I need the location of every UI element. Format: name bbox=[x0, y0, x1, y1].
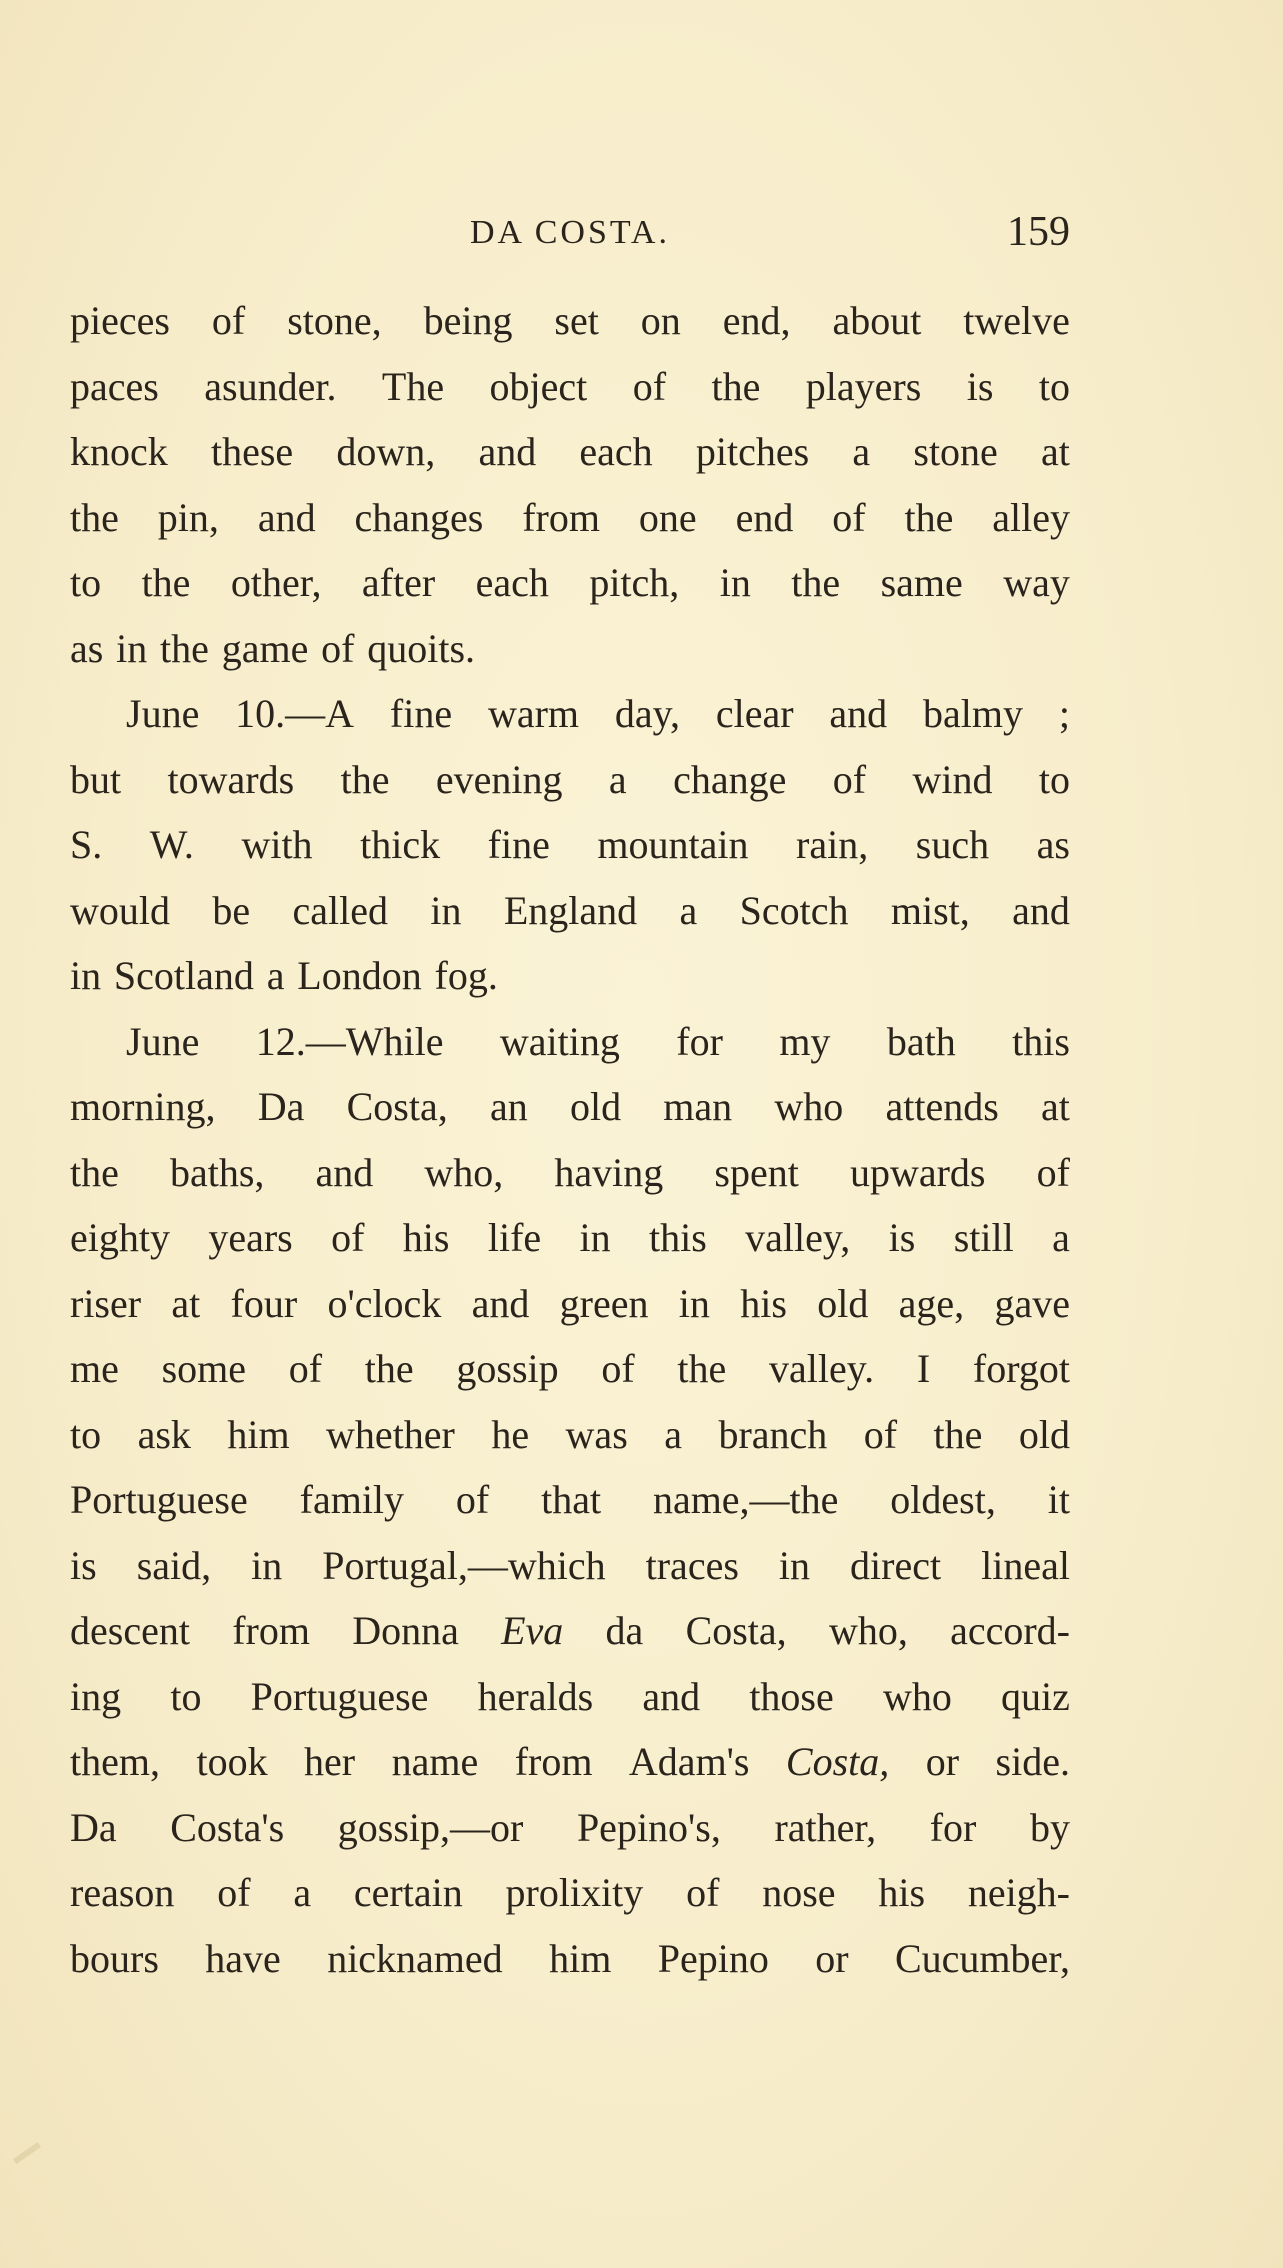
word: Pepino bbox=[657, 1935, 769, 1981]
word: each bbox=[579, 429, 653, 474]
word: on bbox=[640, 298, 681, 343]
word: Portugal,—which bbox=[322, 1542, 606, 1588]
word: her bbox=[304, 1739, 356, 1784]
word: other, bbox=[230, 560, 322, 605]
word: Scotland bbox=[113, 953, 254, 998]
word: the bbox=[904, 494, 954, 540]
page-blemish bbox=[13, 2142, 41, 2164]
word: them, bbox=[70, 1739, 160, 1784]
word: an bbox=[489, 1084, 528, 1129]
word: attends bbox=[885, 1084, 999, 1129]
word: changes bbox=[354, 494, 484, 540]
word: or bbox=[815, 1935, 849, 1981]
word: oldest, bbox=[890, 1477, 996, 1522]
word: of bbox=[211, 298, 246, 343]
word: to bbox=[70, 1411, 102, 1457]
word: quoits. bbox=[367, 625, 476, 671]
word: morning, bbox=[70, 1084, 216, 1129]
word: I bbox=[916, 1346, 931, 1391]
word: in bbox=[430, 887, 462, 933]
word: Pepino's, bbox=[576, 1804, 721, 1850]
word: is bbox=[70, 1542, 97, 1588]
word: is bbox=[888, 1215, 916, 1260]
word: whether bbox=[326, 1411, 455, 1457]
word: man bbox=[663, 1084, 733, 1129]
word: and bbox=[471, 1280, 530, 1326]
word: some bbox=[161, 1346, 247, 1391]
word: a bbox=[1052, 1215, 1070, 1260]
text-line bbox=[70, 747, 1070, 813]
text-line bbox=[70, 485, 1070, 551]
word: direct bbox=[850, 1542, 942, 1588]
word: him bbox=[227, 1411, 290, 1457]
word: to bbox=[70, 560, 102, 605]
word: balmy bbox=[923, 691, 1023, 736]
word: prolixity bbox=[505, 1870, 644, 1915]
word: his bbox=[740, 1280, 787, 1326]
word: in bbox=[778, 1542, 811, 1588]
word: bath bbox=[886, 1018, 956, 1064]
word: years bbox=[208, 1215, 293, 1260]
word: family bbox=[299, 1477, 405, 1522]
word: of bbox=[832, 756, 867, 802]
word: of bbox=[455, 1477, 490, 1522]
text-line bbox=[70, 878, 1070, 944]
word: players bbox=[805, 363, 922, 409]
word: this bbox=[1012, 1018, 1070, 1064]
body-text bbox=[70, 288, 1070, 1991]
word: a bbox=[608, 756, 627, 802]
word: mountain bbox=[597, 822, 749, 867]
word: each bbox=[475, 560, 549, 605]
word: riser bbox=[70, 1280, 142, 1326]
word: have bbox=[205, 1935, 281, 1981]
word: set bbox=[554, 298, 599, 343]
word: in bbox=[251, 1542, 283, 1588]
word: June bbox=[126, 691, 200, 736]
word: clear bbox=[715, 691, 794, 736]
word: for bbox=[929, 1804, 977, 1850]
word: Costa, bbox=[785, 1739, 890, 1784]
word: said, bbox=[136, 1542, 212, 1588]
word: same bbox=[880, 560, 963, 605]
text-line bbox=[70, 812, 1070, 878]
word: fog. bbox=[434, 953, 498, 998]
word: these bbox=[210, 429, 294, 474]
word: Adam's bbox=[628, 1739, 750, 1784]
word: still bbox=[953, 1215, 1014, 1260]
word: a bbox=[679, 887, 698, 933]
word: four bbox=[230, 1280, 298, 1326]
word: his bbox=[878, 1870, 926, 1915]
word: branch bbox=[718, 1411, 828, 1457]
word: ask bbox=[137, 1411, 191, 1457]
text-line bbox=[70, 1009, 1070, 1075]
word: old bbox=[1018, 1411, 1070, 1457]
word: called bbox=[292, 887, 388, 933]
running-head bbox=[70, 208, 1070, 268]
text-line bbox=[70, 354, 1070, 420]
word: fine bbox=[389, 691, 453, 736]
word: quiz bbox=[1001, 1673, 1070, 1719]
word: nose bbox=[762, 1870, 836, 1915]
word: neigh- bbox=[967, 1870, 1070, 1915]
word: in bbox=[719, 560, 751, 605]
word: of bbox=[1036, 1149, 1070, 1195]
word: of bbox=[321, 625, 355, 671]
word: Scotch bbox=[739, 887, 849, 933]
word: baths, bbox=[169, 1149, 265, 1195]
word: and bbox=[257, 494, 316, 540]
word: of bbox=[601, 1346, 635, 1391]
word: as bbox=[1036, 822, 1070, 867]
text-line bbox=[70, 1271, 1070, 1337]
word: rain, bbox=[796, 822, 869, 867]
word: end, bbox=[722, 298, 791, 343]
word: S. bbox=[70, 822, 103, 867]
word: of bbox=[686, 1870, 720, 1915]
word: from bbox=[522, 494, 600, 540]
text-line bbox=[70, 1860, 1070, 1926]
word: certain bbox=[353, 1870, 463, 1915]
word: da bbox=[605, 1608, 644, 1653]
word: wind bbox=[912, 756, 993, 802]
word: me bbox=[70, 1346, 119, 1391]
word: day, bbox=[614, 691, 681, 736]
word: twelve bbox=[963, 298, 1070, 343]
text-line bbox=[70, 1795, 1070, 1861]
text-line bbox=[70, 1598, 1070, 1664]
text-line bbox=[70, 943, 1070, 1009]
word: and bbox=[478, 429, 537, 474]
word: gave bbox=[994, 1280, 1070, 1326]
text-line bbox=[70, 1467, 1070, 1533]
page-number: 159 bbox=[1007, 209, 1070, 255]
word: from bbox=[514, 1739, 593, 1784]
word: way bbox=[1003, 560, 1070, 605]
word: stone bbox=[913, 429, 998, 474]
word: reason bbox=[70, 1870, 175, 1915]
word: pitch, bbox=[589, 560, 680, 605]
word: spent bbox=[714, 1149, 799, 1195]
word: from bbox=[232, 1608, 310, 1653]
text-line bbox=[70, 550, 1070, 616]
word: it bbox=[1047, 1477, 1070, 1522]
word: as bbox=[70, 625, 104, 671]
word: eighty bbox=[70, 1215, 170, 1260]
word: Costa, bbox=[685, 1608, 787, 1653]
word: that bbox=[541, 1477, 602, 1522]
word: this bbox=[649, 1215, 707, 1260]
word: or bbox=[925, 1739, 960, 1784]
word: him bbox=[549, 1935, 612, 1981]
word: ; bbox=[1058, 691, 1070, 736]
word: fine bbox=[487, 822, 550, 867]
word: ing bbox=[70, 1673, 122, 1719]
word: down, bbox=[336, 429, 436, 474]
word: who, bbox=[424, 1149, 504, 1195]
word: my bbox=[779, 1018, 831, 1064]
word: the bbox=[70, 494, 119, 540]
word: of bbox=[331, 1215, 365, 1260]
word: the bbox=[141, 560, 191, 605]
word: gossip bbox=[456, 1346, 559, 1391]
word: June bbox=[126, 1018, 200, 1064]
word: one bbox=[638, 494, 697, 540]
word: bours bbox=[70, 1935, 159, 1981]
word: green bbox=[559, 1280, 649, 1326]
word: 12.—While bbox=[255, 1018, 444, 1064]
word: waiting bbox=[499, 1018, 620, 1064]
word: England bbox=[503, 887, 638, 933]
text-line bbox=[70, 419, 1070, 485]
text-line bbox=[70, 1074, 1070, 1140]
word: old bbox=[569, 1084, 622, 1129]
word: he bbox=[491, 1411, 530, 1457]
word: and bbox=[1012, 887, 1070, 933]
word: who bbox=[774, 1084, 844, 1129]
word: and bbox=[315, 1149, 374, 1195]
word: Portuguese bbox=[70, 1477, 248, 1522]
word: paces bbox=[70, 363, 159, 409]
word: of bbox=[288, 1346, 323, 1391]
text-line bbox=[70, 1205, 1070, 1271]
word: a bbox=[293, 1870, 312, 1915]
word: stone, bbox=[287, 298, 382, 343]
word: The bbox=[381, 363, 445, 409]
word: the bbox=[677, 1346, 727, 1391]
word: was bbox=[565, 1411, 628, 1457]
word: mist, bbox=[890, 887, 970, 933]
word: and bbox=[829, 691, 888, 736]
word: of bbox=[863, 1411, 898, 1457]
word: be bbox=[212, 887, 251, 933]
word: pitches bbox=[695, 429, 810, 474]
text-line bbox=[70, 1533, 1070, 1599]
word: Eva bbox=[501, 1608, 564, 1653]
word: took bbox=[196, 1739, 268, 1784]
text-line bbox=[70, 1664, 1070, 1730]
text-line bbox=[70, 1926, 1070, 1992]
word: accord- bbox=[950, 1608, 1070, 1653]
word: traces bbox=[645, 1542, 739, 1588]
running-title: DA COSTA. bbox=[470, 214, 670, 251]
word: who, bbox=[828, 1608, 908, 1653]
word: o'clock bbox=[327, 1280, 442, 1326]
word: of bbox=[632, 363, 667, 409]
word: descent bbox=[70, 1608, 190, 1653]
word: a bbox=[852, 429, 871, 474]
word: Donna bbox=[352, 1608, 459, 1653]
word: evening bbox=[435, 756, 563, 802]
word: a bbox=[664, 1411, 682, 1457]
word: at bbox=[1041, 429, 1070, 474]
word: game bbox=[221, 625, 309, 671]
text-line bbox=[70, 1336, 1070, 1402]
word: upwards bbox=[849, 1149, 986, 1195]
word: name bbox=[391, 1739, 479, 1784]
text-line bbox=[70, 1729, 1070, 1795]
word: forgot bbox=[972, 1346, 1070, 1391]
word: to bbox=[1038, 363, 1070, 409]
word: side. bbox=[995, 1739, 1070, 1784]
word: at bbox=[171, 1280, 201, 1326]
word: knock bbox=[70, 429, 168, 474]
word: gossip,—or bbox=[337, 1804, 524, 1850]
word: thick bbox=[360, 822, 441, 867]
word: to bbox=[1038, 756, 1070, 802]
word: object bbox=[489, 363, 588, 409]
word: London bbox=[297, 953, 422, 998]
word: who bbox=[882, 1673, 952, 1719]
word: pieces bbox=[70, 298, 170, 343]
word: Costa, bbox=[346, 1084, 448, 1129]
word: valley, bbox=[745, 1215, 851, 1260]
word: those bbox=[749, 1673, 834, 1719]
word: a bbox=[266, 953, 285, 998]
text-line bbox=[70, 1140, 1070, 1206]
word: pin, bbox=[157, 494, 219, 540]
word: and bbox=[642, 1673, 701, 1719]
word: 10.—A bbox=[235, 691, 355, 736]
word: valley. bbox=[769, 1346, 875, 1391]
text-line bbox=[70, 616, 1070, 682]
word: to bbox=[170, 1673, 202, 1719]
text-line bbox=[70, 288, 1070, 354]
word: alley bbox=[992, 494, 1070, 540]
word: about bbox=[832, 298, 922, 343]
word: old bbox=[817, 1280, 869, 1326]
word: name,—the bbox=[652, 1477, 839, 1522]
word: at bbox=[1041, 1084, 1070, 1129]
word: after bbox=[361, 560, 436, 605]
word: in bbox=[678, 1280, 710, 1326]
word: nicknamed bbox=[327, 1935, 503, 1981]
word: age, bbox=[898, 1280, 965, 1326]
word: Da bbox=[70, 1804, 117, 1850]
word: end bbox=[735, 494, 794, 540]
word: his bbox=[402, 1215, 450, 1260]
word: warm bbox=[487, 691, 580, 736]
word: being bbox=[423, 298, 513, 343]
word: the bbox=[70, 1149, 119, 1195]
word: by bbox=[1029, 1804, 1070, 1850]
text-line bbox=[70, 681, 1070, 747]
word: heralds bbox=[477, 1673, 594, 1719]
word: Cucumber, bbox=[894, 1935, 1070, 1981]
word: in bbox=[70, 953, 102, 998]
word: the bbox=[160, 625, 209, 671]
word: would bbox=[70, 887, 170, 933]
word: having bbox=[554, 1149, 664, 1195]
word: the bbox=[933, 1411, 983, 1457]
word: W. bbox=[149, 822, 194, 867]
word: Portuguese bbox=[250, 1673, 429, 1719]
word: towards bbox=[167, 756, 295, 802]
word: change bbox=[673, 756, 787, 802]
word: the bbox=[340, 756, 390, 802]
word: of bbox=[832, 494, 866, 540]
word: with bbox=[241, 822, 313, 867]
word: Da bbox=[257, 1084, 305, 1129]
word: the bbox=[711, 363, 761, 409]
word: such bbox=[915, 822, 990, 867]
word: asunder. bbox=[204, 363, 337, 409]
word: is bbox=[966, 363, 994, 409]
word: in bbox=[579, 1215, 611, 1260]
word: in bbox=[116, 625, 148, 671]
word: lineal bbox=[981, 1542, 1070, 1588]
text-line bbox=[70, 1402, 1070, 1468]
word: the bbox=[791, 560, 841, 605]
word: the bbox=[364, 1346, 414, 1391]
word: rather, bbox=[774, 1804, 877, 1850]
word: of bbox=[217, 1870, 251, 1915]
word: life bbox=[487, 1215, 542, 1260]
word: but bbox=[70, 756, 122, 802]
word: Costa's bbox=[170, 1804, 285, 1850]
word: for bbox=[676, 1018, 723, 1064]
